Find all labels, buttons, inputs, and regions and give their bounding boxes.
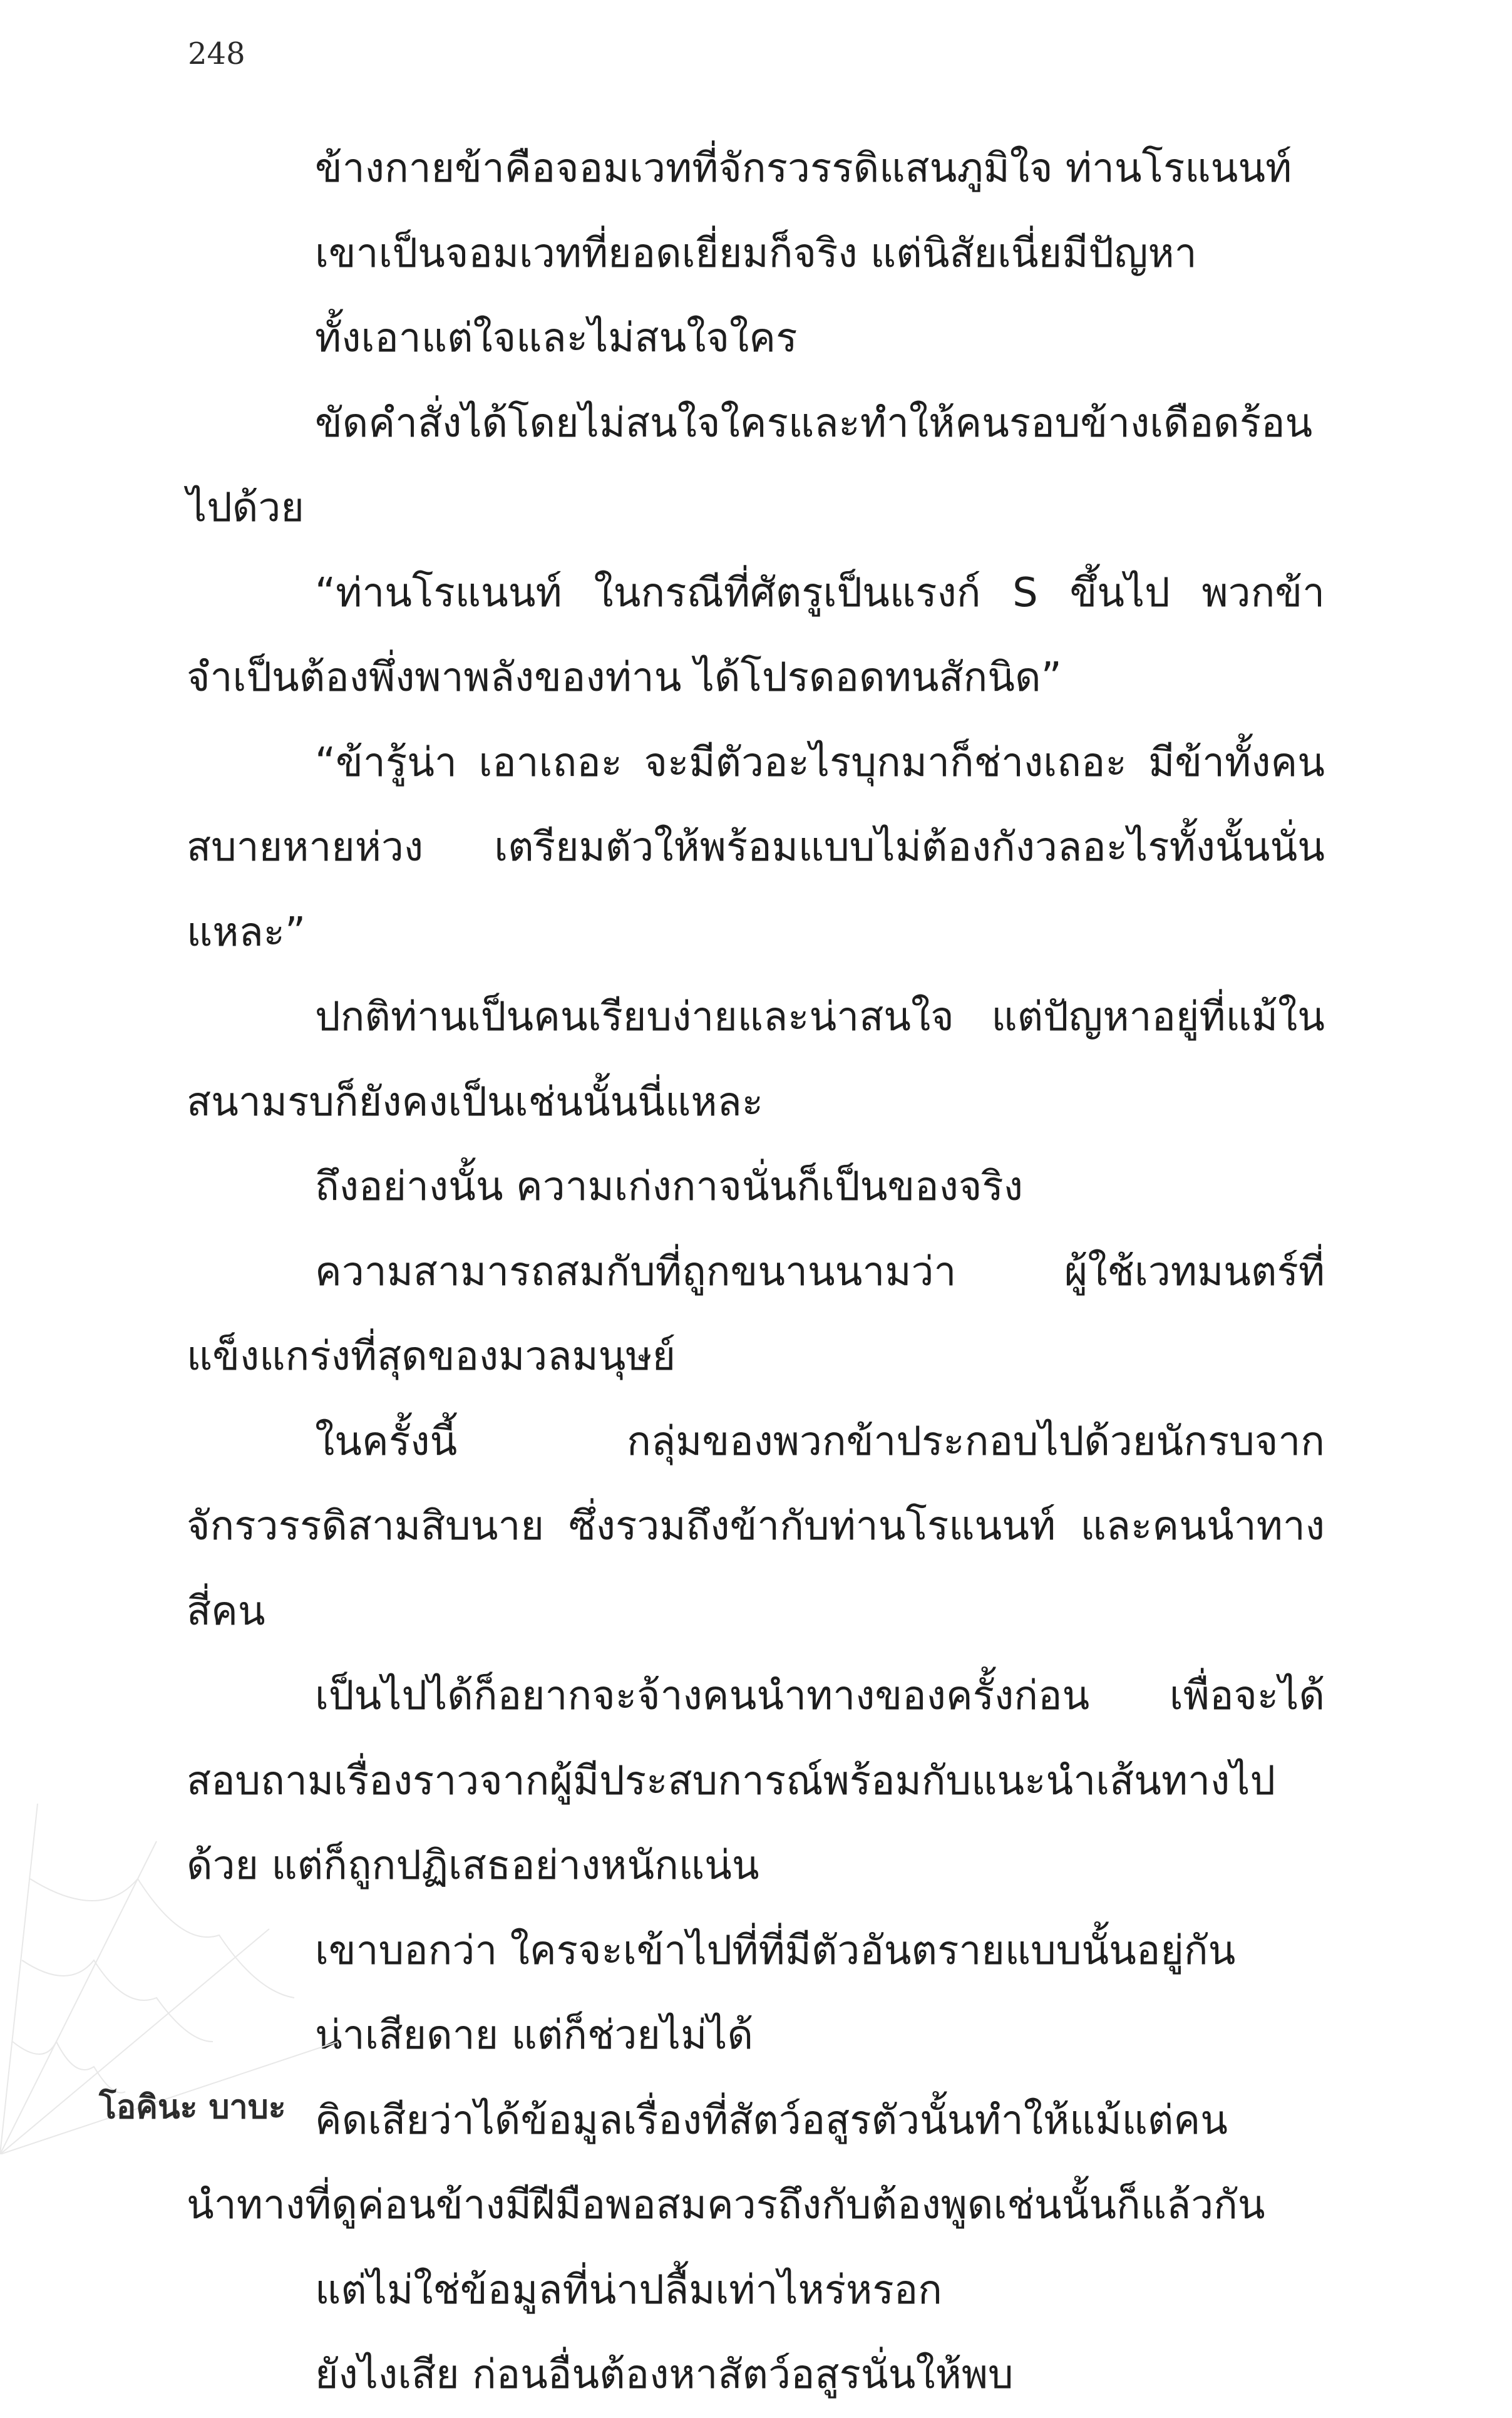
paragraph: ปกติท่านเป็นคนเรียบง่ายและน่าสนใจ แต่ปัญหาอยู่ที่แม้ในสนามรบก็ยังคงเป็นเช่นนั้นนี่แหละ	[187, 994, 1325, 1125]
paragraph: คิดเสียว่าได้ข้อมูลเรื่องที่สัตว์อสูรตัวนั้นทำให้แม้แต่คนนำทางที่ดูค่อนข้างมีฝีมือพอสมควรถึงกับต้องพูดเช่นนั้นก็แล้วกัน	[187, 2097, 1265, 2228]
paragraph: ข้างกายข้าคือจอมเวทที่จักรวรรดิแสนภูมิใจ ท่านโรแนนท์	[315, 145, 1292, 192]
paragraph: น่าเสียดาย แต่ก็ช่วยไม่ได้	[315, 2012, 754, 2059]
paragraph: เขาบอกว่า ใครจะเข้าไปที่ที่มีตัวอันตรายแบบนั้นอยู่กัน	[315, 1927, 1236, 1974]
paragraph: แต่ไม่ใช่ข้อมูลที่น่าปลื้มเท่าไหร่หรอก	[315, 2266, 942, 2313]
paragraph: เขาเป็นจอมเวทที่ยอดเยี่ยมก็จริง แต่นิสัยเนี่ยมีปัญหา	[315, 230, 1197, 277]
page-number: 248	[188, 36, 245, 71]
body-text	[187, 127, 1325, 2418]
paragraph: ในครั้งนี้ กลุ่มของพวกข้าประกอบไปด้วยนักรบจากจักรวรรดิสามสิบนาย ซึ่งรวมถึงข้ากับท่านโรแนนท์ และคนนำทางสี่คน	[187, 1418, 1325, 1635]
paragraph: “ข้ารู้น่า เอาเถอะ จะมีตัวอะไรบุกมาก็ช่างเถอะ มีข้าทั้งคนสบายหายห่วง เตรียมตัวให้พร้อมแบบไม่ต้องกังวลอะไรทั้งนั้นนั่นแหละ”	[187, 739, 1325, 956]
paragraph: ยังไงเสีย ก่อนอื่นต้องหาสัตว์อสูรนั่นให้พบ	[315, 2352, 1014, 2398]
paragraph: ถึงอย่างนั้น ความเก่งกาจนั่นก็เป็นของจริง	[315, 1164, 1023, 1210]
paragraph: ทั้งเอาแต่ใจและไม่สนใจใคร	[315, 315, 798, 361]
paragraph: “ท่านโรแนนท์ ในกรณีที่ศัตรูเป็นแรงก์ S ขึ้นไป พวกข้าจำเป็นต้องพึ่งพาพลังของท่าน ได้โปรดอดทนสักนิด”	[187, 569, 1325, 701]
paragraph: ความสามารถสมกับที่ถูกขนานนามว่า ผู้ใช้เวทมนตร์ที่แข็งแกร่งที่สุดของมวลมนุษย์	[187, 1248, 1325, 1380]
paragraph: ขัดคำสั่งได้โดยไม่สนใจใครและทำให้คนรอบข้างเดือดร้อนไปด้วย	[187, 400, 1313, 531]
paragraph: เป็นไปได้ก็อยากจะจ้างคนนำทางของครั้งก่อน เพื่อจะได้สอบถามเรื่องราวจากผู้มีประสบการณ์พร้อมกับแนะนำเส้นทางไปด้วย แต่ก็ถูกปฏิเสธอย่างหนักแน่น	[187, 1673, 1325, 1889]
footer-author: โอคินะ บาบะ	[99, 2089, 286, 2126]
